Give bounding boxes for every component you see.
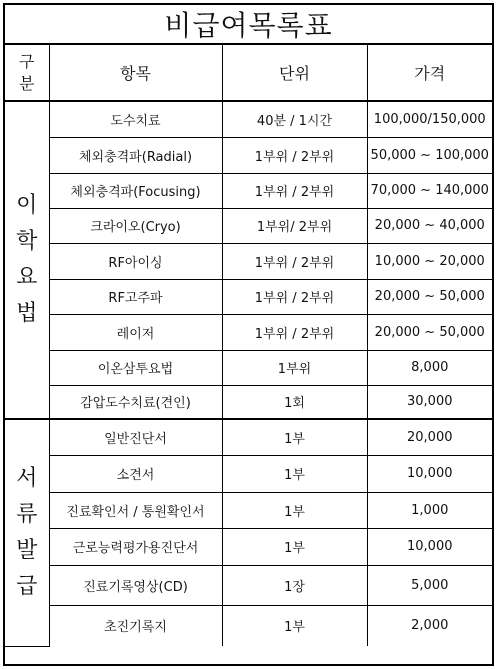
unit-cell: 1회	[222, 385, 367, 419]
item-cell: 레이저	[49, 314, 222, 350]
price-table	[5, 45, 492, 647]
unit-cell: 1부	[222, 492, 367, 528]
category-cell	[5, 101, 49, 419]
price-cell: 8,000	[367, 350, 492, 385]
table-row	[5, 385, 492, 419]
item-header: 항목	[49, 45, 222, 101]
item-cell: 근로능력평가용진단서	[49, 528, 222, 565]
unit-cell: 1부	[222, 605, 367, 646]
unit-cell: 1부위 / 2부위	[222, 137, 367, 173]
table-row	[5, 350, 492, 385]
table-row	[5, 492, 492, 528]
price-cell: 10,000	[367, 455, 492, 492]
unit-cell: 1부위 / 2부위	[222, 279, 367, 314]
price-cell: 20,000	[367, 419, 492, 455]
category-char: 류	[16, 501, 38, 527]
category-char: 이	[16, 193, 38, 218]
table-row	[5, 565, 492, 605]
price-cell: 5,000	[367, 565, 492, 605]
item-cell: 진료확인서 / 통원확인서	[49, 492, 222, 528]
unit-cell: 1부	[222, 455, 367, 492]
table-row	[5, 419, 492, 455]
item-cell: 이온삼투요법	[49, 350, 222, 385]
unit-cell: 1부	[222, 419, 367, 455]
unit-header: 단위	[222, 45, 367, 101]
table-header-row	[5, 45, 492, 101]
item-cell: 도수치료	[49, 101, 222, 137]
category-char: 법	[16, 301, 38, 326]
price-cell: 30,000	[367, 385, 492, 419]
table-row	[5, 605, 492, 646]
item-cell: 초진기록지	[49, 605, 222, 646]
table-row	[5, 173, 492, 208]
category-char: 학	[16, 229, 38, 254]
item-cell: RF고주파	[49, 279, 222, 314]
item-cell: 소견서	[49, 455, 222, 492]
category-char: 발	[16, 537, 38, 563]
price-cell: 1,000	[367, 492, 492, 528]
price-cell: 50,000 ~ 100,000	[367, 137, 492, 173]
unit-cell: 1부위	[222, 350, 367, 385]
table-row	[5, 314, 492, 350]
price-list-sheet	[3, 3, 494, 666]
price-cell: 10,000	[367, 528, 492, 565]
unit-cell: 1부	[222, 528, 367, 565]
table-row	[5, 101, 492, 137]
table-row	[5, 208, 492, 243]
table-row	[5, 279, 492, 314]
price-cell: 20,000 ~ 40,000	[367, 208, 492, 243]
item-cell: 체외충격파(Focusing)	[49, 173, 222, 208]
price-cell: 100,000/150,000	[367, 101, 492, 137]
item-cell: 크라이오(Cryo)	[49, 208, 222, 243]
item-cell: RF아이싱	[49, 243, 222, 279]
unit-cell: 1장	[222, 565, 367, 605]
category-char: 서	[16, 465, 38, 491]
item-cell: 체외충격파(Radial)	[49, 137, 222, 173]
price-cell: 10,000 ~ 20,000	[367, 243, 492, 279]
category-header: 구 분	[5, 45, 49, 101]
unit-cell: 1부위 / 2부위	[222, 173, 367, 208]
price-cell: 2,000	[367, 605, 492, 646]
price-header: 가격	[367, 45, 492, 101]
price-cell: 20,000 ~ 50,000	[367, 314, 492, 350]
item-cell: 감압도수치료(견인)	[49, 385, 222, 419]
unit-cell: 1부위 / 2부위	[222, 243, 367, 279]
item-cell: 진료기록영상(CD)	[49, 565, 222, 605]
category-char: 요	[16, 265, 38, 290]
category-char: 급	[16, 573, 38, 599]
table-row	[5, 528, 492, 565]
page-title: 비급여목록표	[5, 5, 492, 45]
category-cell	[5, 419, 49, 646]
table-row	[5, 243, 492, 279]
unit-cell: 40분 / 1시간	[222, 101, 367, 137]
price-cell: 20,000 ~ 50,000	[367, 279, 492, 314]
table-row	[5, 455, 492, 492]
unit-cell: 1부위 / 2부위	[222, 314, 367, 350]
table-row	[5, 137, 492, 173]
price-cell: 70,000 ~ 140,000	[367, 173, 492, 208]
item-cell: 일반진단서	[49, 419, 222, 455]
unit-cell: 1부위/ 2부위	[222, 208, 367, 243]
